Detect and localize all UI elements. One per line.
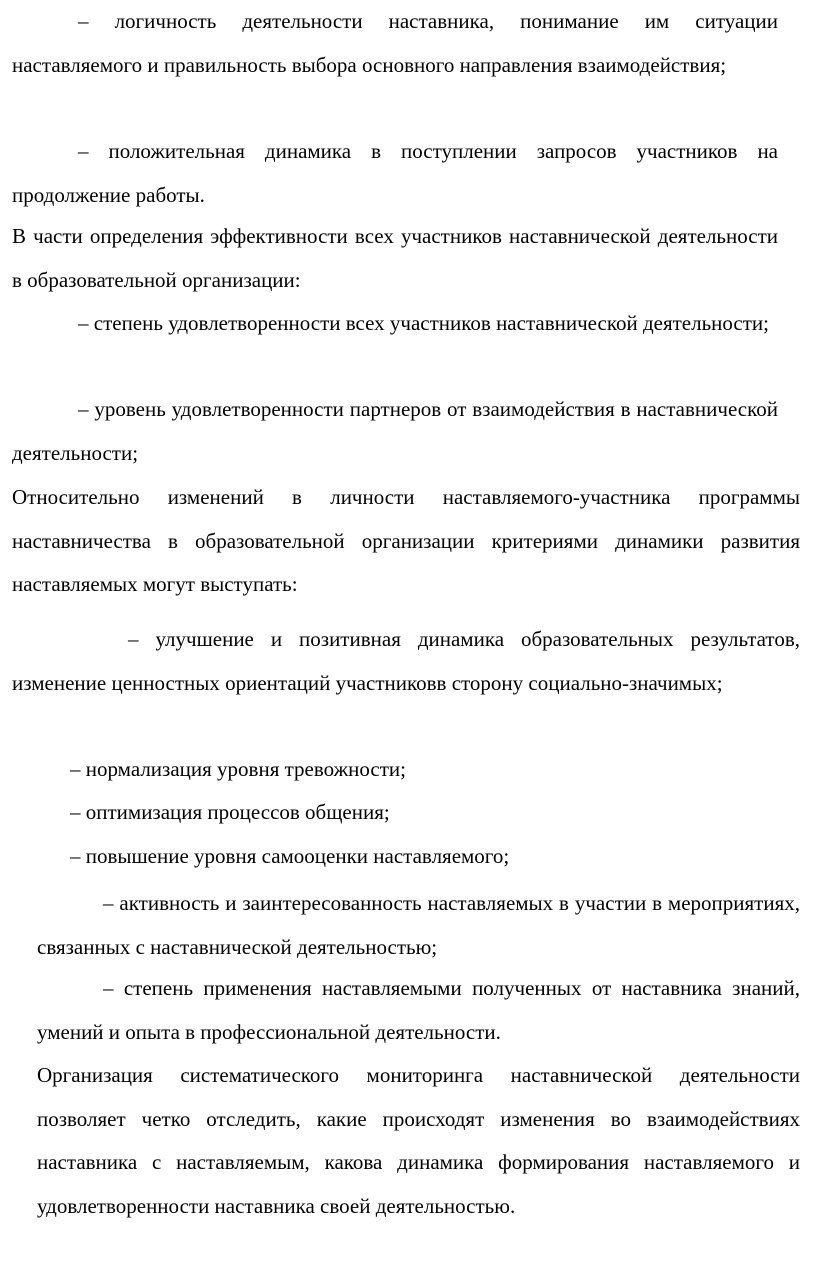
paragraph <box>12 476 800 607</box>
list-item <box>12 0 778 87</box>
dash-marker: – <box>103 891 114 915</box>
list-item-text: активность и заинтересованность наставляемых в участии в мероприятиях, связанных с наставнической деятельностью; <box>37 891 800 959</box>
list-item <box>12 618 800 705</box>
list-item <box>37 882 800 969</box>
list-item-text: повышение уровня самооценки наставляемого; <box>85 844 510 868</box>
list-item-text: нормализация уровня тревожности; <box>85 757 406 781</box>
list-item <box>70 835 800 879</box>
list-item-text: логичность деятельности наставника, понимание им ситуации наставляемого и правильность выбора основного направления взаимодействия; <box>12 9 779 77</box>
dash-marker: – <box>78 139 89 163</box>
list-item-text: уровень удовлетворенности партнеров от взаимодействия в наставнической деятельности; <box>12 397 779 465</box>
dash-marker: – <box>78 311 89 335</box>
paragraph <box>37 1054 800 1228</box>
list-item <box>12 388 778 475</box>
list-item <box>70 791 800 835</box>
dash-marker: – <box>128 627 139 651</box>
dash-marker: – <box>103 976 114 1000</box>
list-item-text: степень применения наставляемыми полученных от наставника знаний, умений и опыта в профессиональной деятельности. <box>37 976 800 1044</box>
list-item <box>70 748 800 792</box>
list-item <box>37 967 800 1054</box>
list-item <box>12 130 778 217</box>
list-item-text: улучшение и позитивная динамика образовательных результатов, изменение ценностных ориентаций участниковв сторону социально-значимых; <box>12 627 800 695</box>
paragraph <box>12 215 778 302</box>
list-item <box>12 302 778 346</box>
paragraph-text: Организация систематического мониторинга наставнической деятельности позволяет четко отследить, какие происходят изменения во взаимодействиях наставника с наставляемым, какова динамика формирования наставляемого и удовлетворенности наставника своей деятельностью. <box>37 1063 800 1218</box>
list-item-text: положительная динамика в поступлении запросов участников на продолжение работы. <box>12 139 778 207</box>
dash-marker: – <box>78 397 89 421</box>
list-item-text: степень удовлетворенности всех участников наставнической деятельности; <box>93 311 770 335</box>
dash-marker: – <box>70 844 81 868</box>
dash-marker: – <box>70 800 81 824</box>
paragraph-text: В части определения эффективности всех участников наставнической деятельности в образовательной организации: <box>12 224 778 292</box>
paragraph-text: Относительно изменений в личности наставляемого-участника программы наставничества в образовательной организации критериями динамики развития наставляемых могут выступать: <box>12 485 800 596</box>
dash-marker: – <box>70 757 81 781</box>
list-item-text: оптимизация процессов общения; <box>85 800 390 824</box>
dash-marker: – <box>78 9 89 33</box>
